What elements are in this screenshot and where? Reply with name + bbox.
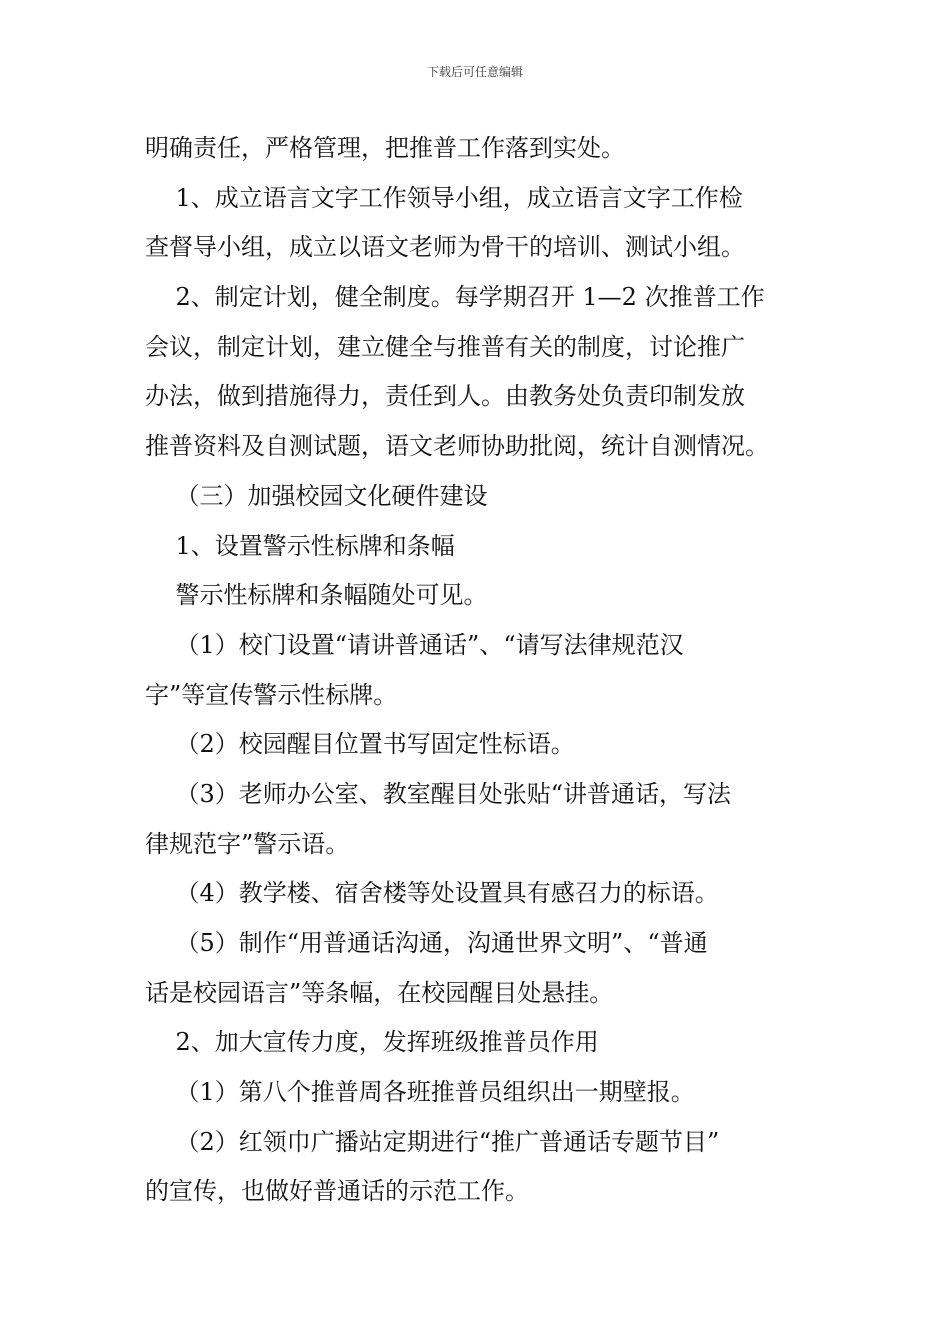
text-line: 字”等宣传警示性标牌。 [145,680,398,709]
text-line: 警示性标牌和条幅随处可见。 [145,581,488,610]
text-line: 办法，做到措施得力，责任到人。由教务处负责印制发放 [145,382,745,411]
subsection-heading: 1、设置警示性标牌和条幅 [145,531,455,560]
text-line: 查督导小组，成立以语文老师为骨干的培训、测试小组。 [145,233,745,262]
list-item: （1）校门设置“请讲普通话”、“请写法律规范汉 [145,630,684,659]
text-line: 明确责任，严格管理，把推普工作落到实处。 [145,134,625,162]
text-line: 律规范字”警示语。 [145,829,350,858]
list-item: （1）第八个推普周各班推普员组织出一期壁报。 [145,1078,695,1107]
list-item: （5）制作“用普通话沟通，沟通世界文明”、“普通 [145,929,708,957]
list-item: （4）教学楼、宿舍楼等处设置具有感召力的标语。 [145,879,719,908]
text-line: 的宣传，也做好普通话的示范工作。 [145,1177,529,1206]
page-header: 下载后可任意编辑 [426,65,523,79]
text-line: 话是校园语言”等条幅，在校园醒目处悬挂。 [145,978,614,1007]
list-item: （2）红领巾广播站定期进行“推广普通话专题节目” [145,1127,720,1156]
subsection-heading: 2、加大宣传力度，发挥班级推普员作用 [145,1028,599,1057]
text-line: 2、制定计划，健全制度。每学期召开 1—2 次推普工作 [145,283,765,312]
document-body [145,124,813,1217]
list-item: （3）老师办公室、教室醒目处张贴“讲普通话，写法 [145,779,732,808]
text-line: 会议，制定计划，建立健全与推普有关的制度，讨论推广 [145,332,745,361]
list-item: （2）校园醒目位置书写固定性标语。 [145,730,575,759]
text-line: 1、成立语言文字工作领导小组，成立语言文字工作检 [145,183,743,212]
section-heading: （三）加强校园文化硬件建设 [145,481,488,510]
text-line: 推普资料及自测试题，语文老师协助批阅，统计自测情况。 [145,432,769,461]
